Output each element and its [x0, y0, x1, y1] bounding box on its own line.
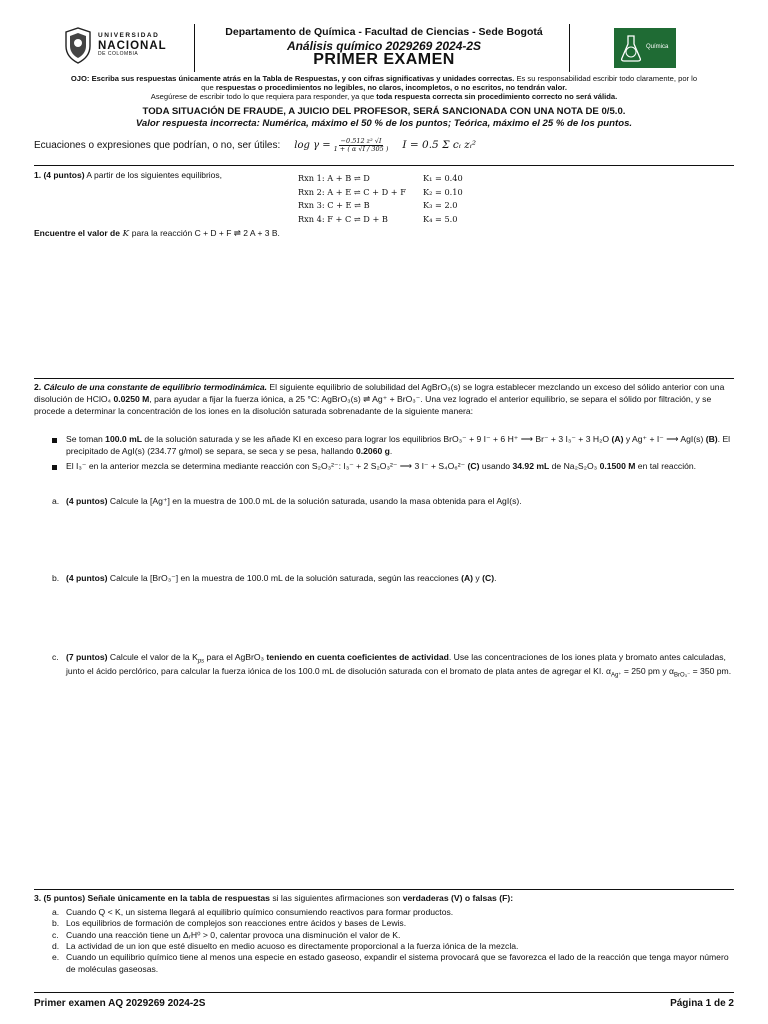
list-item [52, 461, 734, 473]
alpha-subscript: BrO₃⁻ [673, 672, 691, 679]
item-label: d. [52, 941, 60, 952]
part-text: Calcule el valor de la K [107, 652, 198, 662]
q2-procedure-list [52, 434, 734, 476]
item-text: Cuando un equilibrio químico tiene al menos una especie en estado gaseoso, expandir el sistema provocará que se favorezca el lado de la reacción que tenga mayor número de moléculas gaseosas. [66, 952, 729, 974]
q2-part-c [52, 652, 734, 680]
q2-part-b [52, 573, 734, 585]
bullet1-mass: 0.2060 g [355, 445, 390, 456]
page-footer [34, 997, 734, 1010]
q1-points: 1. (4 puntos) [34, 170, 85, 180]
q2-part-a [52, 496, 734, 508]
list-item [52, 952, 734, 975]
fraud-warning [34, 106, 734, 131]
q3-header-bold2: verdaderas (V) o falsas (F) [402, 893, 511, 903]
question-2 [34, 382, 734, 418]
part-points: (7 puntos) [66, 652, 108, 662]
reaction-label-a: (A) [461, 573, 474, 583]
reaction-row [298, 172, 483, 186]
q3-header-text: si las siguientes afirmaciones son [269, 893, 403, 903]
bullet2-text: en tal reacción. [635, 460, 697, 471]
q2-acid-conc: 0.0250 M [113, 393, 150, 404]
ionic-strength-equation: I = 0.5 Σ cᵢ zᵢ² [402, 138, 477, 151]
list-item [52, 434, 734, 458]
reaction-row [298, 186, 483, 200]
notice-line1-bold: OJO: Escriba sus respuestas únicamente atrás en la Tabla de Respuestas, y con cifras significativas y unidades correctas. [70, 74, 515, 83]
instructions-notice [34, 74, 734, 101]
reaction-row [298, 199, 483, 213]
item-label: e. [52, 952, 60, 963]
bullet-marker [52, 438, 57, 443]
ksp-subscript: ps [197, 658, 205, 665]
reaction-label-c: (C) [467, 460, 480, 471]
part-text: y [473, 573, 483, 583]
q1-text: A partir de los siguientes equilibrios, [84, 170, 223, 180]
bullet2-concentration: 0.1500 M [599, 460, 636, 471]
footer-exam-name: Primer examen AQ 2029269 2024-2S [34, 998, 206, 1009]
item-text: Cuando una reacción tiene un ΔᵣH⁰ > 0, calentar provoca una disminución el valor de K. [66, 929, 401, 940]
bullet1-text: . El precipitado de AgI(s) (234.77 g/mol) se separa, se seca y se pesa, hallando [66, 434, 731, 456]
q2-intro-1: El siguiente equilibrio de solubilidad del AgBrO₃(s) se logra establecer mezclando un exceso del sólido anterior con una disolución de HClO₄ [34, 382, 725, 404]
notice-line2-bold: respuestas o procedimientos no legibles, no claros, incompletos, o no escritos, no tendrán valor. [215, 83, 567, 93]
part-bold-text: teniendo en cuenta coeficientes de actividad [266, 652, 449, 662]
bullet2-text: usando [479, 460, 513, 471]
part-label: a. [52, 496, 60, 506]
q3-header-end: : [510, 893, 514, 903]
reaction-label-b: (B) [705, 434, 718, 444]
debye-huckel-equation [294, 138, 388, 153]
university-name-line2: NACIONAL [98, 39, 167, 52]
part-label: c. [52, 652, 59, 662]
page-number: Página 1 de 2 [670, 998, 734, 1009]
course-name: Análisis químico 2029269 2024-2S [286, 38, 482, 53]
header-divider-left [194, 24, 195, 72]
header-divider-right [569, 24, 570, 72]
reaction-equation: Rxn 1: A + B ⇌ D [298, 173, 370, 184]
useful-equations [34, 138, 734, 153]
bullet1-text: Se toman [66, 434, 106, 444]
university-logo [62, 24, 172, 66]
item-label: c. [52, 929, 59, 940]
part-points: (4 puntos) [66, 496, 108, 506]
notice-line3-start: Asegúrese de escribir todo lo que requiera para responder, ya que [150, 92, 377, 102]
part-text: = 350 pm. [690, 665, 732, 676]
chemistry-logo-text: Química [646, 44, 669, 51]
list-item [52, 930, 734, 941]
list-item [52, 918, 734, 929]
fraud-line1: TODA SITUACIÓN DE FRAUDE, A JUICIO DEL PROFESOR, SERÁ SANCIONADA CON UNA NOTA DE 0/5.0. [142, 106, 626, 117]
q1-find-reaction: para la reacción C + D + F ⇌ 2 A + 3 B. [131, 228, 280, 238]
q3-statement-list [52, 907, 734, 975]
bullet1-text: . [389, 445, 393, 456]
q1-reactions-table [298, 172, 483, 226]
footer-divider [34, 992, 734, 993]
bullet2-volume: 34.92 mL [512, 460, 550, 471]
list-item [52, 941, 734, 952]
bullet2-text: de Na₂S₂O₃ [549, 460, 600, 471]
section-divider-2 [34, 378, 734, 379]
reaction-equation: Rxn 3: C + E ⇌ B [298, 200, 370, 211]
q1-find-bold: Encuentre el valor de [34, 228, 120, 238]
university-name-line1: UNIVERSIDAD [98, 31, 160, 39]
section-divider-1 [34, 165, 734, 166]
reaction-k: K₄ = 5.0 [423, 213, 458, 224]
reaction-label-c: (C) [482, 573, 495, 583]
part-text: para el AgBrO₃ [204, 652, 267, 662]
header-title-block [204, 26, 564, 69]
q2-intro-2: , para ayudar a fijar la fuerza iónica, a 25 °C: AgBrO₃(s) ⇌ Ag⁺ + BrO₃⁻. Una vez logrado el anterior equilibrio, se separa el sólido por filtración, y se procede a determinar la concentración de los iones en la disolución saturada sobrenadante de la siguiente manera: [34, 393, 712, 416]
equations-label: Ecuaciones o expresiones que podrían, o no, ser útiles: [34, 140, 281, 152]
reaction-row [298, 213, 483, 227]
part-points: (4 puntos) [66, 573, 108, 583]
part-label: b. [52, 573, 60, 583]
university-name-line3: DE COLOMBIA [98, 50, 139, 57]
alpha-subscript: Ag⁺ [610, 672, 622, 679]
flask-icon [620, 34, 642, 62]
part-text: . [494, 573, 497, 583]
notice-line1-rest: Es su responsabilidad escribir todo claramente, por lo [514, 74, 698, 83]
item-text: Cuando Q < K, un sistema llegará al equilibrio químico consumiendo reactivos para formar productos. [66, 907, 454, 917]
reaction-k: K₂ = 0.10 [423, 186, 463, 197]
reaction-k: K₃ = 2.0 [423, 200, 458, 211]
q2-number: 2. [34, 382, 44, 392]
question-3 [34, 893, 734, 904]
debye-huckel-fraction [334, 138, 389, 153]
part-text: Calcule la [Ag⁺] en la muestra de 100.0 mL de la solución saturada, usando la masa obtenida para el AgI(s). [107, 496, 522, 506]
item-text: La actividad de un ion que esté disuelto en medio acuoso es directamente proporcional a la fuerza iónica de la mezcla. [66, 941, 519, 952]
section-divider-3 [34, 889, 734, 890]
debye-huckel-denominator: 1 + ( α √I / 305 ) [333, 145, 389, 154]
university-seal-icon [62, 26, 94, 64]
reaction-equation: Rxn 2: A + E ⇌ C + D + F [298, 186, 406, 197]
part-text: Calcule la [BrO₃⁻] en la muestra de 100.0 mL de la solución saturada, según las reacciones [107, 573, 462, 583]
part-text: . Use las concentraciones de los iones plata y bromato antes calculadas, junto el ácido perclórico, para calcular la fuerza iónica de los 100.0 mL de disolución saturada con el bromato de plata antes de agregar el KI. α [66, 652, 726, 676]
bullet1-volume: 100.0 mL [105, 434, 142, 444]
part-text: = 250 pm y α [621, 665, 674, 676]
reaction-label-a: (A) [611, 434, 624, 444]
reaction-k: K₁ = 0.40 [423, 173, 463, 184]
notice-line3-bold: toda respuesta correcta sin procedimiento correcto no será válida. [376, 92, 618, 102]
bullet-marker [52, 465, 57, 470]
log-gamma-text: log γ = [294, 140, 331, 152]
debye-huckel-numerator: −0.512 z² √I [340, 137, 382, 145]
exam-title: PRIMER EXAMEN [313, 51, 455, 69]
department-name: Departamento de Química - Facultad de Ciencias - Sede Bogotá [225, 26, 543, 38]
bullet2-text: El I₃⁻ en la anterior mezcla se determina mediante reacción con S₂O₃²⁻: I₃⁻ + 2 S₂O₃²⁻ ⟶ 3 I⁻ + S₄O₆²⁻ [66, 460, 468, 471]
item-label: a. [52, 907, 60, 917]
fraud-line2: Valor respuesta incorrecta: Numérica, máximo el 50 % de los puntos; Teórica, máximo el 25 % de los puntos. [135, 118, 633, 130]
q1-find-statement [34, 228, 734, 240]
q1-find-k: K [119, 229, 132, 239]
q3-header-bold: 3. (5 puntos) Señale únicamente en la tabla de respuestas [34, 893, 270, 903]
item-label: b. [52, 918, 60, 929]
item-text: Los equilibrios de formación de complejos son reacciones entre ácidos y bases de Lewis. [66, 918, 407, 929]
chemistry-logo [614, 28, 676, 68]
list-item [52, 907, 734, 918]
bullet1-text: de la solución saturada y se les añade KI en exceso para lograr los equilibrios BrO₃⁻ + 9 I⁻ + 6 H⁺ ⟶ Br⁻ + 3 I₃⁻ + 3 H₂O [141, 434, 612, 444]
notice-line2-start: que [201, 83, 216, 93]
question-1 [34, 170, 294, 181]
q2-title: Cálculo de una constante de equilibrio termodinámica. [43, 382, 268, 392]
bullet1-text: y Ag⁺ + I⁻ ⟶ AgI(s) [623, 434, 706, 444]
reaction-equation: Rxn 4: F + C ⇌ D + B [298, 213, 388, 224]
exam-header [34, 24, 734, 74]
